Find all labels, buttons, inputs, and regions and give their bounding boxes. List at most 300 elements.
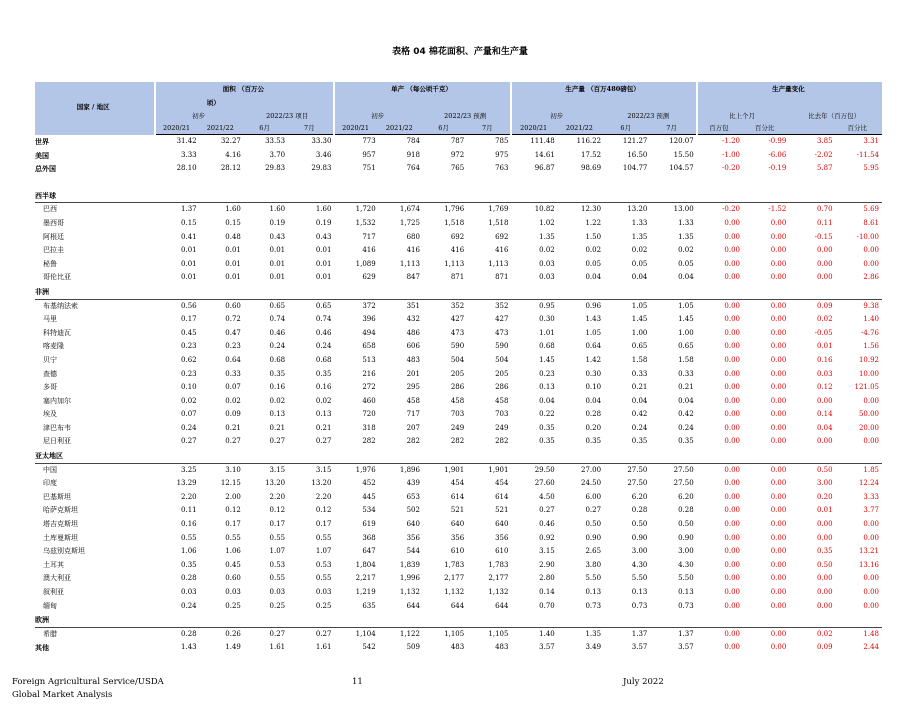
cell: 1.40	[863, 315, 879, 324]
cell: 0.10	[181, 383, 197, 392]
cell: 680	[406, 232, 420, 241]
cell: 0.27	[539, 506, 555, 515]
cell: 0.33	[678, 369, 694, 378]
cell: 2.20	[315, 492, 332, 501]
cell: 0.00	[724, 423, 740, 432]
cell: 1,219	[355, 588, 376, 596]
cell: 27.50	[627, 479, 648, 488]
cell: 3.70	[269, 150, 286, 159]
cell: 0.65	[315, 301, 332, 310]
cell: 0.00	[770, 629, 787, 638]
cell: 3.15	[315, 465, 332, 474]
cell: 0.03	[181, 588, 197, 596]
row-name: 哥伦比亚	[43, 273, 71, 282]
col-yield-2020: 2020/21	[334, 122, 378, 135]
cell: 351	[406, 301, 420, 310]
cell: 2.65	[585, 547, 602, 556]
table-row	[35, 258, 882, 272]
cell: 0.00	[724, 383, 740, 392]
cell: 0.70	[816, 205, 833, 214]
cell: 1,674	[399, 205, 420, 214]
table-row	[35, 504, 882, 518]
cell: 0.00	[724, 259, 740, 268]
cell: 0.28	[181, 629, 197, 638]
cell: 0.00	[816, 601, 833, 610]
table-row	[35, 299, 882, 313]
cell: 1,976	[355, 465, 376, 474]
cell: 207	[406, 423, 420, 432]
cell: -0.19	[768, 164, 787, 173]
cell: 0.00	[770, 232, 787, 241]
cell: 0.28	[181, 574, 197, 583]
cell: 0.43	[269, 232, 286, 241]
cell: 0.28	[678, 506, 694, 515]
cell: 1,132	[399, 588, 420, 596]
cell: 96.87	[534, 164, 555, 173]
cell: 0.09	[816, 301, 833, 310]
cell: 486	[406, 328, 420, 337]
cell: 12.30	[581, 205, 602, 214]
cell: 717	[362, 232, 376, 241]
cell: 3.00	[678, 547, 694, 556]
cell: 0.00	[724, 588, 740, 596]
cell: 29.83	[265, 164, 286, 173]
cell: 0.00	[863, 533, 879, 542]
cell: 0.27	[269, 437, 286, 446]
cell: 0.55	[269, 533, 286, 542]
cell: 0.27	[585, 506, 602, 515]
cell: 1.50	[585, 232, 602, 241]
cell: 483	[450, 643, 465, 652]
row-name: 中国	[43, 465, 57, 474]
cell: 2.00	[225, 492, 241, 501]
cell: -1.20	[722, 137, 740, 145]
cell: 0.50	[585, 520, 602, 529]
row-name: 希腊	[43, 629, 57, 638]
cell: 0.00	[770, 574, 787, 583]
cell: 0.02	[631, 246, 648, 255]
cell: 3.57	[678, 643, 694, 652]
cell: 1,804	[355, 560, 376, 569]
cell: 640	[450, 520, 465, 529]
cell: 0.41	[181, 232, 197, 241]
col-prod-jun: 6月	[604, 122, 650, 135]
table-body	[35, 135, 882, 655]
cell: 871	[450, 273, 465, 282]
cell: 521	[450, 506, 465, 515]
cell: 295	[406, 383, 420, 392]
region-row	[35, 189, 882, 203]
col-month-bales: 百万包	[697, 122, 743, 135]
cell: 432	[406, 315, 420, 324]
col-area-jun: 6月	[244, 122, 288, 135]
table-row	[35, 518, 882, 532]
cell: 0.00	[724, 629, 740, 638]
cell: 0.00	[770, 588, 787, 596]
cell: 0.00	[770, 355, 787, 364]
cell: 0.03	[225, 588, 241, 596]
cell: 3.57	[631, 643, 648, 652]
cell: 0.55	[269, 574, 286, 583]
cell: 0.01	[225, 246, 241, 255]
cell: 0.00	[724, 520, 740, 529]
row-name: 印度	[43, 479, 57, 488]
cell: 0.00	[863, 588, 879, 596]
cell: 1.85	[863, 465, 879, 474]
cell: 0.12	[816, 383, 833, 392]
cell: 8.61	[863, 218, 879, 227]
cell: 773	[362, 137, 376, 145]
cell: 50.00	[858, 410, 879, 419]
cell: 0.43	[315, 232, 332, 241]
cell: 0.35	[816, 547, 833, 556]
cell: 13.21	[858, 547, 879, 556]
cell: 111.48	[530, 137, 555, 145]
cell: 2.90	[539, 560, 555, 569]
cell: 0.05	[631, 259, 648, 268]
cell: 0.03	[269, 588, 286, 596]
cell: 0.21	[269, 423, 286, 432]
cell: 0.05	[678, 259, 694, 268]
production-header: 生产量 （百万480磅包）	[511, 82, 696, 110]
cell: 1,518	[488, 218, 509, 227]
cell: 0.90	[585, 533, 602, 542]
cell: 0.24	[269, 342, 286, 351]
row-name: 巴基斯坦	[43, 492, 71, 501]
cell: 0.46	[269, 328, 286, 337]
yield-forecast-header: 2022/23 预测	[423, 110, 512, 122]
cell: 1,996	[399, 574, 420, 583]
row-name: 西半球	[35, 189, 155, 203]
row-name: 巴拉圭	[43, 246, 64, 255]
cell: 1,518	[444, 218, 465, 227]
cell: 0.01	[269, 273, 286, 282]
row-name: 墨西哥	[43, 218, 64, 227]
cell: 427	[450, 315, 465, 324]
cell: 0.42	[631, 410, 648, 419]
cell: 0.01	[181, 259, 197, 268]
cell: 3.00	[816, 479, 833, 488]
cell: 5.50	[631, 574, 648, 583]
cell: 0.65	[631, 342, 648, 351]
prod-forecast-header: 2022/23 预测	[604, 110, 697, 122]
cell: 0.28	[585, 410, 602, 419]
cell: 1,122	[399, 629, 420, 638]
table-row	[35, 135, 882, 149]
cell: 2.20	[181, 492, 197, 501]
cell: 0.00	[863, 574, 879, 583]
cell: 5.95	[863, 164, 879, 173]
cell: -1.00	[722, 150, 740, 159]
cell: 0.00	[770, 246, 787, 255]
cell: 614	[495, 492, 509, 501]
cell: 0.68	[539, 342, 555, 351]
cell: 1.35	[539, 232, 555, 241]
cell: 0.01	[816, 506, 833, 515]
cell: 483	[495, 643, 509, 652]
cell: 0.30	[585, 369, 602, 378]
cell: 521	[495, 506, 509, 515]
cell: 1.43	[585, 315, 602, 324]
cell: 0.02	[225, 396, 241, 405]
cell: 0.24	[315, 342, 332, 351]
cell: 396	[362, 315, 376, 324]
cell: 3.31	[863, 137, 879, 145]
cell: 1.06	[181, 547, 197, 556]
cell: 0.55	[315, 533, 332, 542]
cell: 0.00	[816, 396, 833, 405]
cell: 0.03	[539, 259, 555, 268]
cell: 0.17	[315, 520, 332, 529]
cell: 13.00	[673, 205, 694, 214]
cell: 0.07	[181, 410, 197, 419]
cell: 640	[406, 520, 420, 529]
row-name: 多哥	[43, 383, 57, 392]
cell: 0.00	[724, 492, 740, 501]
cell: 1.58	[631, 355, 648, 364]
cell: 0.00	[724, 410, 740, 419]
cell: 0.01	[315, 246, 332, 255]
cell: 0.35	[678, 437, 694, 446]
cell: 0.73	[678, 601, 694, 610]
cell: 0.42	[678, 410, 694, 419]
cell: 1,105	[444, 629, 465, 638]
cell: 0.00	[770, 273, 787, 282]
cell: 0.00	[724, 506, 740, 515]
cell: 0.02	[315, 396, 332, 405]
cell: -0.05	[814, 328, 833, 337]
cell: 0.24	[181, 423, 197, 432]
cell: 2.20	[269, 492, 286, 501]
cell: -0.15	[814, 232, 833, 241]
cell: 0.00	[724, 601, 740, 610]
table-row	[35, 422, 882, 436]
cell: 282	[362, 437, 376, 446]
cell: 0.04	[816, 423, 833, 432]
cell: 0.68	[315, 355, 332, 364]
cell: 13.16	[858, 560, 879, 569]
cell: 216	[362, 369, 376, 378]
cell: 0.00	[770, 259, 787, 268]
cell: 0.00	[863, 246, 879, 255]
cell: 1.02	[539, 218, 555, 227]
cell: 0.00	[770, 437, 787, 446]
cell: 0.00	[770, 560, 787, 569]
cell: 1.48	[863, 629, 879, 638]
cell: 1.37	[631, 629, 648, 638]
col-yield-jun: 6月	[423, 122, 467, 135]
table-row	[35, 313, 882, 327]
cell: 0.45	[225, 560, 241, 569]
cell: 5.50	[585, 574, 602, 583]
cell: 1.35	[678, 232, 694, 241]
cell: 0.02	[816, 315, 833, 324]
cell: 0.35	[539, 437, 555, 446]
cell: 27.50	[673, 465, 694, 474]
cell: 0.00	[770, 342, 787, 351]
cell: 1,769	[488, 205, 509, 214]
cell: 785	[495, 137, 509, 145]
cell: 0.00	[724, 465, 740, 474]
cell: 286	[450, 383, 465, 392]
cell: 0.00	[770, 315, 787, 324]
col-year-pct: 百分比	[836, 122, 882, 135]
cell: 0.16	[181, 520, 197, 529]
cell: 29.83	[311, 164, 332, 173]
cell: 764	[406, 164, 420, 173]
cell: 0.00	[724, 301, 740, 310]
cell: 0.00	[770, 383, 787, 392]
cell: 120.07	[669, 137, 694, 145]
row-name: 非洲	[35, 285, 155, 299]
cell: 1,104	[355, 629, 376, 638]
cell: 3.46	[315, 150, 332, 159]
cell: 1.06	[225, 547, 241, 556]
cell: 0.53	[269, 560, 286, 569]
cell: 0.73	[631, 601, 648, 610]
area-header: 面积 （百万公 顷）	[155, 82, 334, 110]
cell: 0.22	[539, 410, 555, 419]
row-name: 喀麦隆	[43, 342, 64, 351]
row-name: 缅甸	[43, 601, 57, 610]
cell: 0.12	[225, 506, 241, 515]
cell: 3.25	[181, 465, 197, 474]
cell: 0.17	[225, 520, 241, 529]
cell: 0.02	[181, 396, 197, 405]
cell: 28.12	[220, 164, 241, 173]
row-name: 乌兹别克斯坦	[43, 547, 85, 556]
cell: 0.00	[770, 520, 787, 529]
cell: 0.17	[269, 520, 286, 529]
cell: 0.00	[863, 601, 879, 610]
cell: 14.61	[534, 150, 555, 159]
cell: 1.45	[539, 355, 555, 364]
cell: 1.37	[181, 205, 197, 214]
cell: 0.00	[770, 479, 787, 488]
region-row	[35, 449, 882, 463]
cell: 27.60	[534, 479, 555, 488]
cell: 458	[450, 396, 465, 405]
cell: 1.61	[269, 643, 286, 652]
cell: 0.03	[315, 588, 332, 596]
cell: 356	[495, 533, 509, 542]
cell: 0.27	[269, 629, 286, 638]
cell: 765	[450, 164, 465, 173]
cell: 0.23	[181, 342, 197, 351]
cell: 0.45	[181, 328, 197, 337]
cell: -2.02	[814, 150, 833, 159]
row-name: 美国	[35, 150, 49, 160]
cell: 12.15	[220, 479, 241, 488]
cell: 1.00	[678, 328, 694, 337]
table-row	[35, 627, 882, 641]
col-prod-2021: 2021/22	[558, 122, 604, 135]
table-row	[35, 271, 882, 285]
table-row	[35, 408, 882, 422]
cell: 787	[450, 137, 465, 145]
cell: 0.25	[315, 601, 332, 610]
cell: 0.00	[724, 643, 740, 652]
cell: 352	[495, 301, 509, 310]
cell: 439	[406, 479, 420, 488]
cell: 0.00	[724, 479, 740, 488]
cell: 121.27	[622, 137, 648, 145]
cell: 445	[362, 492, 376, 501]
cell: -10.00	[856, 232, 879, 241]
cell: 513	[362, 355, 376, 364]
cell: 0.00	[770, 465, 787, 474]
cell: 1,896	[399, 465, 420, 474]
cell: 0.74	[315, 315, 332, 324]
cell: 0.15	[225, 218, 241, 227]
cell: 0.35	[631, 437, 648, 446]
region-row	[35, 613, 882, 627]
cell: 205	[495, 369, 509, 378]
cell: 4.50	[539, 492, 555, 501]
cell: 0.00	[816, 246, 833, 255]
cell: 0.53	[315, 560, 332, 569]
row-name: 土耳其	[43, 560, 64, 569]
cell: 1.49	[225, 643, 241, 652]
col-month-pct: 百分比	[743, 122, 789, 135]
cell: 416	[362, 246, 376, 255]
row-name: 总外国	[35, 164, 56, 174]
cell: 0.00	[863, 520, 879, 529]
cell: 1,132	[444, 588, 465, 596]
cell: 0.01	[269, 259, 286, 268]
table-row	[35, 559, 882, 573]
cell: 1.45	[678, 315, 694, 324]
vs-year-header: 比去年（百万包）	[789, 110, 882, 122]
cell: 0.00	[770, 506, 787, 515]
cell: 0.02	[585, 246, 602, 255]
cell: 0.00	[770, 643, 787, 652]
cell: 0.10	[585, 383, 602, 392]
table-row	[35, 231, 882, 245]
row-name: 欧洲	[35, 613, 155, 627]
cell: 0.46	[539, 520, 555, 529]
cell: 0.35	[181, 560, 197, 569]
cell: 0.00	[816, 437, 833, 446]
cell: 717	[406, 410, 420, 419]
cell: 458	[406, 396, 420, 405]
cell: 1.33	[631, 218, 648, 227]
cell: 544	[406, 547, 420, 556]
cell: 286	[495, 383, 509, 392]
cell: 957	[362, 150, 376, 159]
cell: 0.35	[585, 437, 602, 446]
cell: 0.11	[181, 506, 197, 515]
cell: 3.10	[225, 465, 241, 474]
cell: 3.00	[631, 547, 648, 556]
prod-prelim-header: 初步	[511, 110, 604, 122]
cell: 1,132	[488, 588, 509, 596]
cell: 0.00	[816, 574, 833, 583]
cell: 619	[362, 520, 376, 529]
cell: 0.14	[816, 410, 833, 419]
table-row	[35, 491, 882, 505]
cell: 1.01	[539, 328, 555, 337]
cell: 0.60	[225, 301, 241, 310]
cell: 0.12	[315, 506, 332, 515]
cell: 606	[406, 342, 420, 351]
cell: 10.92	[858, 355, 879, 364]
table-row	[35, 641, 882, 655]
table-row	[35, 532, 882, 546]
cell: 509	[406, 643, 420, 652]
cell: -6.06	[768, 150, 787, 159]
cell: 0.01	[225, 273, 241, 282]
